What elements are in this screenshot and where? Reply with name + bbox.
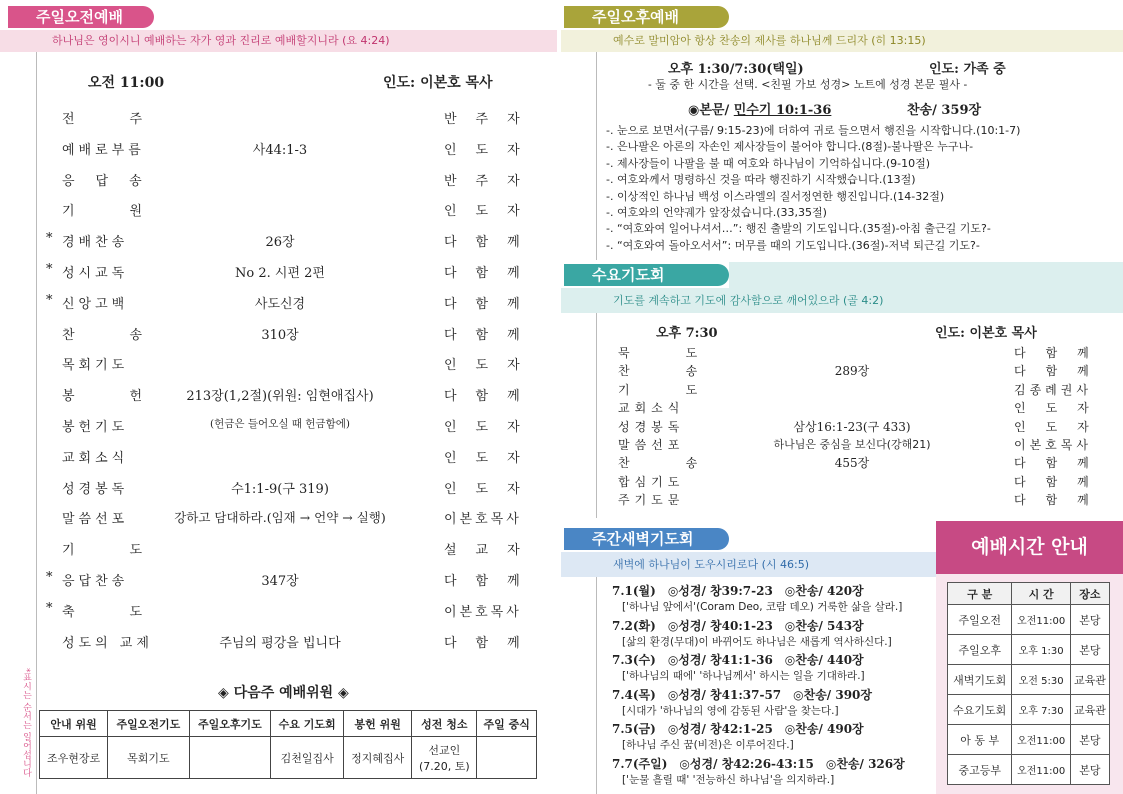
schedule-cell: 교육관: [1070, 695, 1109, 725]
order-role: 이본호목사: [444, 604, 522, 620]
wednesday-leader: 인도: 이본호 목사: [935, 326, 1037, 341]
wed-content: 삼상16:1-23(구 433): [793, 419, 911, 434]
order-row: [40, 139, 545, 169]
order-role: 인 도 자: [444, 358, 523, 374]
order-row: [40, 200, 545, 230]
schedule-row: [948, 695, 1110, 725]
order-role: 인 도 자: [444, 142, 523, 158]
wed-role: 다 함 께: [1014, 346, 1093, 360]
dawn-line: 7.1(월) ◎성경/ 창39:7-23 ◎찬송/ 420장: [612, 584, 864, 598]
schedule-cell: 오전 5:30: [1012, 665, 1070, 695]
order-role: 다 함 께: [444, 296, 523, 312]
order-mark: *: [46, 292, 53, 308]
schedule-cell: 본당: [1070, 725, 1109, 755]
order-role: 다 함 께: [444, 266, 523, 281]
dawn-header: 주간새벽기도회: [564, 528, 729, 550]
wed-item: 주기도문: [618, 493, 685, 508]
next-week-title: ◈ 다음주 예배위원 ◈: [218, 685, 349, 701]
wed-role: 다 함 께: [1014, 364, 1093, 379]
dawn-line: 7.3(수) ◎성경/ 창41:1-36 ◎찬송/ 440장: [612, 653, 864, 667]
afternoon-hymn: 찬송/ 359장: [907, 103, 982, 118]
sermon-point: -. 여호와께서 명령하신 것을 따라 행진하기 시작했습니다.(13절): [606, 173, 916, 187]
left-verse-band: 하나님은 영이시니 예배하는 자가 영과 진리로 예배할지니라 (요 4:24): [0, 30, 557, 52]
order-item: 찬 송: [62, 327, 147, 343]
order-row: [40, 601, 545, 631]
dawn-day: [612, 755, 905, 787]
order-mark: *: [46, 262, 53, 277]
schedule-cell: 오전11:00: [1012, 755, 1070, 785]
order-item: 봉헌기도: [62, 420, 129, 435]
next-week-cell: 선교인 (7.20, 토): [412, 737, 477, 779]
dawn-sub: ['하나님의 때에' '하나님께서' 하시는 일을 기대하라.]: [622, 670, 865, 682]
dawn-sub: ['눈물 흘릴 때' '전능하신 하나님'을 의지하라.]: [622, 773, 835, 786]
order-content: 강하고 담대하라.(임재 → 언약 → 실행): [174, 510, 386, 526]
afternoon-note: - 둘 중 한 시간을 선택. <친필 가보 성경> 노트에 성경 본문 필사 -: [648, 78, 968, 91]
wed-role: 이본호목사: [1014, 438, 1092, 452]
afternoon-header: 주일오후예배: [564, 6, 729, 28]
dawn-day: [612, 720, 864, 752]
order-row: [40, 508, 545, 538]
sermon-point: -. “여호와여 일어나셔서…”: 행진 출발의 기도입니다.(35절)-아침 출근길 기도?-: [606, 222, 991, 236]
wed-item: 찬 송: [618, 364, 703, 379]
order-role: 반 주 자: [444, 173, 523, 189]
schedule-row: [948, 605, 1110, 635]
wed-item: 찬 송: [618, 456, 703, 471]
order-role: 인 도 자: [444, 204, 523, 220]
order-item: 성도의 교제: [62, 635, 153, 651]
wed-role: 다 함 께: [1014, 493, 1093, 508]
wed-item: 묵 도: [618, 346, 703, 360]
wed-content: 하나님은 중심을 보신다(강해21): [773, 438, 931, 451]
next-week-cell: 정지혜집사: [344, 737, 412, 779]
next-week-cell: 조우현장로: [40, 737, 108, 779]
wed-role: 다 함 께: [1014, 456, 1093, 471]
order-row: [40, 354, 545, 384]
next-week-header: 안내 위원: [40, 711, 108, 737]
wednesday-band: [729, 262, 1123, 288]
wed-item: 성경봉독: [618, 419, 685, 434]
order-row: [40, 416, 545, 446]
order-item: 성경봉독: [62, 481, 129, 497]
order-role: 다 함 께: [444, 235, 523, 251]
order-content: 26장: [265, 235, 295, 251]
wed-item: 기 도: [618, 382, 703, 397]
schedule-cell: 수요기도회: [948, 695, 1012, 725]
sermon-point: -. “여호와여 돌아오서서”: 머무를 때의 기도입니다.(36절)-저녁 퇴근길 기도?-: [606, 238, 980, 252]
schedule-cell: 오후 7:30: [1012, 695, 1070, 725]
order-role: 인 도 자: [444, 420, 523, 435]
afternoon-verse-band: 예수로 말미암아 항상 찬송의 제사를 하나님께 드리자 (히 13:15): [561, 30, 1123, 52]
order-item: 성시교독: [62, 266, 129, 281]
schedule-cell: 본당: [1070, 635, 1109, 665]
order-row: [40, 324, 545, 354]
order-item: 전 주: [62, 112, 147, 127]
schedule-cell: 오후 1:30: [1012, 635, 1070, 665]
order-item: 응답찬송: [62, 574, 129, 589]
next-week-cell: [189, 737, 271, 779]
order-content: 수1:1-9(구 319): [231, 481, 329, 497]
dawn-list: [612, 582, 934, 792]
dawn-line: 7.4(목) ◎성경/ 창41:37-57 ◎찬송/ 390장: [612, 687, 872, 702]
wed-content: 289장: [834, 364, 870, 379]
afternoon-leader: 인도: 가족 중: [929, 62, 1006, 77]
next-week-cell: 목회기도: [108, 737, 190, 779]
sermon-point: -. 눈으로 보면서(구름/ 9:15-23)에 더하여 귀로 들으면서 행진을 시작합니다.(10:1-7): [606, 124, 1021, 137]
order-content: 사도신경: [254, 296, 306, 312]
dawn-day: [612, 651, 865, 683]
sermon-point: -. 제사장들이 나팔을 불 때 여호와 하나님이 기억하십니다.(9-10절): [606, 156, 931, 170]
schedule-cell: 주일오후: [948, 635, 1012, 665]
order-content: 310장: [261, 327, 299, 343]
order-content: No 2. 시편 2편: [235, 266, 325, 281]
afternoon-text: [688, 99, 831, 118]
order-role: 반 주 자: [444, 112, 523, 127]
wednesday-time: 오후 7:30: [656, 326, 718, 341]
order-row: [40, 170, 545, 200]
schedule-cell: 교육관: [1070, 665, 1109, 695]
dawn-verse-band: 새벽에 하나님이 도우시리로다 (시 46:5): [561, 552, 936, 577]
order-item: 신앙고백: [62, 296, 129, 312]
wednesday-verse-band: 기도를 계속하고 기도에 감사함으로 깨어있으라 (골 4:2): [561, 288, 1123, 313]
order-role: 다 함 께: [444, 574, 523, 589]
wed-content: 455장: [834, 456, 870, 471]
order-mark: *: [46, 600, 53, 616]
left-time: 오전 11:00: [88, 75, 165, 91]
text-ref: 민수기 10:1-36: [733, 103, 832, 118]
next-week-header: 주일오후기도: [189, 711, 271, 737]
order-mark: *: [46, 570, 53, 585]
order-content: 213장(1,2절)(위원: 임현애집사): [186, 389, 374, 405]
order-row: [40, 539, 545, 569]
order-item: 기 원: [62, 204, 147, 220]
next-week-table: [39, 710, 537, 779]
order-row: [40, 385, 545, 415]
order-role: 설 교 자: [444, 543, 523, 559]
order-role: 이본호목사: [444, 512, 522, 528]
order-role: 인 도 자: [444, 450, 523, 466]
order-item: 응 답 송: [62, 173, 146, 189]
schedule-row: [948, 725, 1110, 755]
order-content: (헌금은 들어오실 때 헌금함에): [210, 418, 350, 430]
order-row: [40, 108, 545, 138]
schedule-cell: 본당: [1070, 755, 1109, 785]
schedule-cell: 오전11:00: [1012, 725, 1070, 755]
order-item: 경배찬송: [62, 235, 129, 251]
wed-item: 합심기도: [618, 474, 685, 489]
schedule-cell: 주일오전: [948, 605, 1012, 635]
wed-role: 김종례권사: [1014, 382, 1092, 397]
dawn-sub: [삶의 환경(무대)이 바뀌어도 하나님은 새롭게 역사하신다.]: [622, 635, 892, 648]
order-item: 봉 헌: [62, 389, 147, 405]
dawn-line: 7.5(금) ◎성경/ 창42:1-25 ◎찬송/ 490장: [612, 722, 864, 736]
schedule-row: [948, 755, 1110, 785]
worship-order: [40, 108, 545, 668]
dawn-border: [596, 577, 597, 794]
wednesday-header: 수요기도회: [564, 264, 729, 286]
next-week-cell: [477, 737, 537, 779]
side-note: *표시는 순서는 일어섭니다: [21, 668, 31, 778]
schedule-cell: 오전11:00: [1012, 605, 1070, 635]
right-border: [596, 52, 597, 260]
dawn-day: [612, 617, 892, 649]
schedule-cell: 중고등부: [948, 755, 1012, 785]
order-item: 기 도: [62, 543, 147, 559]
next-week-cell: 김천일집사: [271, 737, 344, 779]
order-role: 다 함 께: [444, 635, 523, 651]
order-content: 주님의 평강을 빕니다: [219, 635, 341, 651]
order-row: [40, 632, 545, 662]
left-leader: 인도: 이본호 목사: [383, 75, 493, 91]
order-item: 목회기도: [62, 358, 129, 374]
order-role: 다 함 께: [444, 327, 523, 343]
dawn-line: 7.7(주일) ◎성경/ 창42:26-43:15 ◎찬송/ 326장: [612, 756, 905, 771]
dawn-sub: ['하나님 앞에서'(Coram Deo, 코람 데오) 거룩한 삶을 살라.]: [622, 601, 903, 613]
dawn-sub: [하나님 주신 꿈(비전)은 이루어진다.]: [622, 739, 794, 751]
order-content: 347장: [261, 574, 299, 589]
dawn-day: [612, 686, 872, 718]
order-content: 사44:1-3: [252, 142, 308, 158]
schedule-row: [948, 665, 1110, 695]
schedule-cell: 새벽기도회: [948, 665, 1012, 695]
order-mark: *: [46, 231, 53, 247]
schedule-header: 시 간: [1012, 583, 1070, 605]
text-label: ◉본문/: [688, 103, 730, 118]
next-week-header: 성전 청소: [412, 711, 477, 737]
next-week-header: 주일 중식: [477, 711, 537, 737]
schedule-header: 구 분: [948, 583, 1012, 605]
order-row: [40, 478, 545, 508]
sermon-point: -. 여호와의 언약궤가 앞장섰습니다.(33,35절): [606, 206, 827, 219]
order-role: 다 함 께: [444, 389, 523, 405]
left-header: 주일오전예배: [8, 6, 154, 28]
dawn-day: [612, 582, 902, 614]
order-item: 말씀선포: [62, 512, 129, 528]
dawn-line: 7.2(화) ◎성경/ 창40:1-23 ◎찬송/ 543장: [612, 618, 864, 633]
order-row: [40, 447, 545, 477]
wed-role: 인 도 자: [1014, 419, 1093, 434]
order-item: 예배로부름: [62, 142, 145, 158]
schedule-table: [947, 582, 1110, 785]
schedule-header: 장소: [1070, 583, 1109, 605]
wed-item: 교회소식: [618, 401, 685, 416]
order-role: 인 도 자: [444, 481, 523, 497]
schedule-title: 예배시간 안내: [936, 521, 1123, 574]
wed-role: 다 함 께: [1014, 474, 1093, 489]
next-week-header: 주일오전기도: [108, 711, 190, 737]
wed-item: 말씀선포: [618, 438, 685, 452]
next-week-header: 봉헌 위원: [344, 711, 412, 737]
order-item: 교회소식: [62, 450, 129, 466]
wednesday-order: [600, 344, 1115, 514]
wed-role: 인 도 자: [1014, 401, 1093, 416]
next-week-header: 수요 기도회: [271, 711, 344, 737]
afternoon-time: 오후 1:30/7:30(택일): [668, 62, 804, 77]
order-row: [40, 231, 545, 261]
dawn-sub: [시대가 '하나님의 영에 감동된 사람'을 찾는다.]: [622, 704, 839, 717]
order-row: [40, 293, 545, 323]
schedule-row: [948, 635, 1110, 665]
wed-border: [596, 313, 597, 518]
sermon-point: -. 은나팔은 아론의 자손인 제사장들이 불어야 합니다.(8절)-불나팔은 누구나-: [606, 140, 974, 154]
order-row: [40, 262, 545, 292]
order-row: [40, 570, 545, 600]
schedule-cell: 아 동 부: [948, 725, 1012, 755]
sermon-point: -. 이상적인 하나님 백성 이스라엘의 질서정연한 행진입니다.(14-32절): [606, 189, 945, 203]
order-item: 축 도: [62, 604, 147, 620]
schedule-cell: 본당: [1070, 605, 1109, 635]
